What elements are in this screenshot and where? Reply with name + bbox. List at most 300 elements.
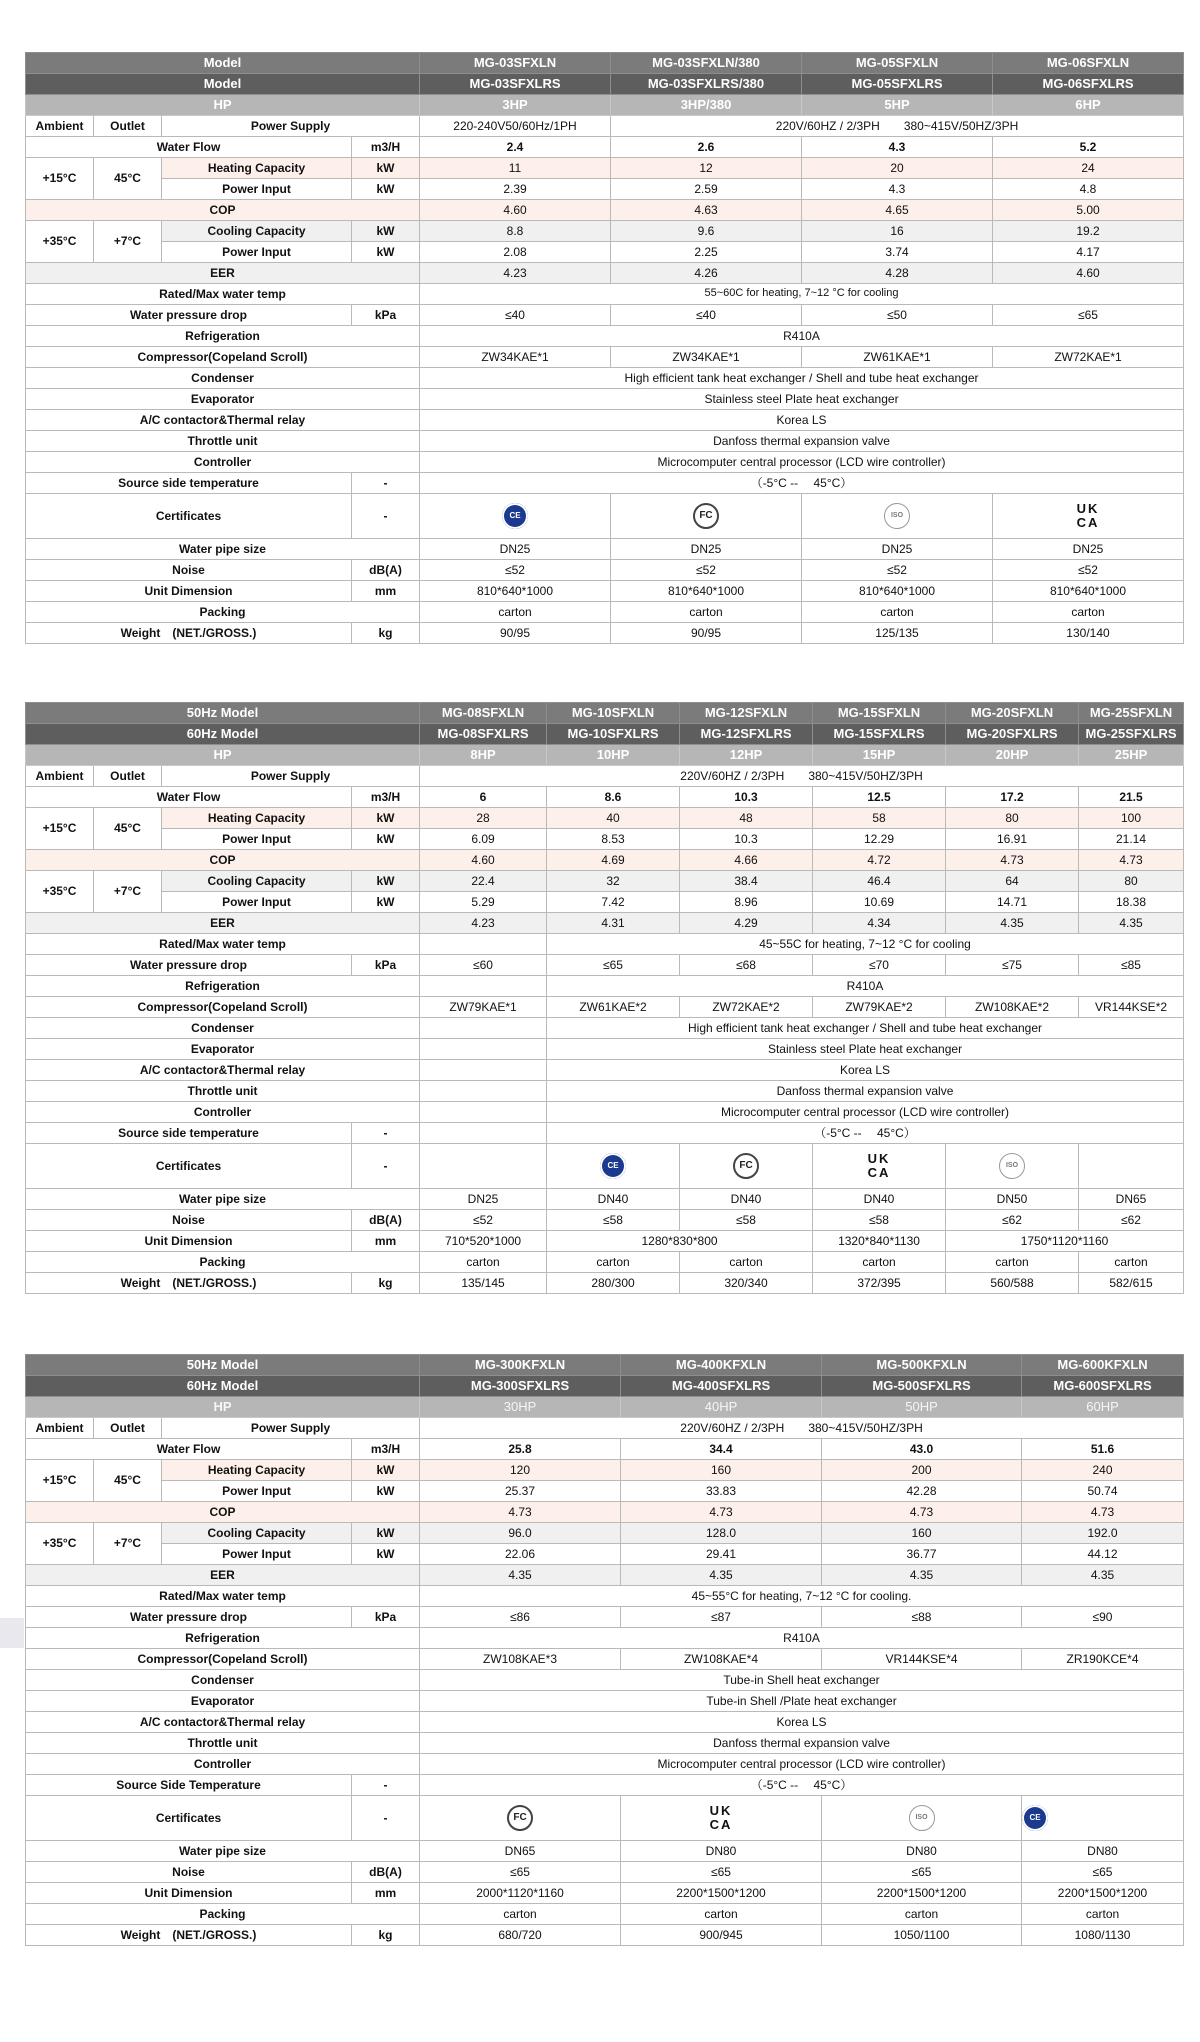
value-cell: 4.31 bbox=[547, 913, 680, 934]
model-row-b bbox=[26, 74, 1184, 95]
unit-cell: kW bbox=[352, 892, 420, 913]
rated-temp-label: Rated/Max water temp bbox=[26, 1586, 420, 1607]
value-cell: 12.5 bbox=[813, 787, 946, 808]
value-cell: 50.74 bbox=[1022, 1481, 1184, 1502]
noise-row bbox=[26, 1862, 1184, 1883]
model-cell: MG-300SFXLRS bbox=[420, 1376, 621, 1397]
rated-temp-value: 55~60C for heating, 7~12 °C for cooling bbox=[420, 284, 1184, 305]
model-cell: MG-400SFXLRS bbox=[621, 1376, 822, 1397]
value-cell: 320/340 bbox=[680, 1273, 813, 1294]
value-cell: ≤62 bbox=[946, 1210, 1079, 1231]
model-row-50hz bbox=[26, 703, 1184, 724]
water-pipe-label: Water pipe size bbox=[26, 539, 420, 560]
spec-table-1 bbox=[25, 52, 1184, 644]
value-cell: 4.8 bbox=[993, 179, 1184, 200]
unit-cell: m3/H bbox=[352, 1439, 420, 1460]
empty-cell bbox=[420, 934, 547, 955]
ukca-mark-icon bbox=[864, 1151, 894, 1182]
model-cell: MG-05SFXLRS bbox=[802, 74, 993, 95]
eer-row bbox=[26, 1565, 1184, 1586]
hp-cell: 5HP bbox=[802, 95, 993, 116]
dimension-row bbox=[26, 1883, 1184, 1904]
condenser-value: High efficient tank heat exchanger / Shell and tube heat exchanger bbox=[420, 368, 1184, 389]
source-temp-value: （-5°C -- 45°C） bbox=[420, 1775, 1184, 1796]
value-cell: DN40 bbox=[680, 1189, 813, 1210]
hp-cell: 12HP bbox=[680, 745, 813, 766]
value-cell: ZW79KAE*2 bbox=[813, 997, 946, 1018]
cooling-input-row bbox=[26, 242, 1184, 263]
pressure-drop-label: Water pressure drop bbox=[26, 305, 352, 326]
cop-label: COP bbox=[26, 200, 420, 221]
iso-mark-icon: ISO bbox=[884, 503, 910, 529]
throttle-row bbox=[26, 1733, 1184, 1754]
value-cell: 21.14 bbox=[1079, 829, 1184, 850]
source-temp-value: （-5°C -- 45°C） bbox=[547, 1123, 1184, 1144]
value-cell: 2.59 bbox=[611, 179, 802, 200]
value-cell: ≤58 bbox=[680, 1210, 813, 1231]
eer-label: EER bbox=[26, 1565, 420, 1586]
weight-row bbox=[26, 1273, 1184, 1294]
value-cell: 42.28 bbox=[822, 1481, 1022, 1502]
power-supply-row bbox=[26, 766, 1184, 787]
fcc-mark-icon: FC bbox=[507, 1805, 533, 1831]
water-pipe-row bbox=[26, 1189, 1184, 1210]
value-cell: 16 bbox=[802, 221, 993, 242]
ambient-heating: +15°C bbox=[26, 808, 94, 850]
unit-cell: kW bbox=[352, 158, 420, 179]
ukca-bottom: CA bbox=[867, 1164, 891, 1180]
value-cell: 96.0 bbox=[420, 1523, 621, 1544]
refrigeration-row bbox=[26, 1628, 1184, 1649]
value-cell: 4.63 bbox=[611, 200, 802, 221]
condenser-row bbox=[26, 368, 1184, 389]
value-cell: ≤65 bbox=[547, 955, 680, 976]
value-cell: 372/395 bbox=[813, 1273, 946, 1294]
refrigeration-value: R410A bbox=[547, 976, 1184, 997]
source-temp-label: Source side temperature bbox=[26, 1123, 352, 1144]
outlet-label: Outlet bbox=[94, 766, 162, 787]
outlet-heating: 45°C bbox=[94, 158, 162, 200]
value-cell: 8.8 bbox=[420, 221, 611, 242]
unit-cell: dB(A) bbox=[352, 1862, 420, 1883]
value-cell: 40 bbox=[547, 808, 680, 829]
cooling-capacity-row bbox=[26, 871, 1184, 892]
compressor-row bbox=[26, 997, 1184, 1018]
model-cell: MG-25SFXLRS bbox=[1079, 724, 1184, 745]
value-cell: 9.6 bbox=[611, 221, 802, 242]
value-cell: DN80 bbox=[1022, 1841, 1184, 1862]
model-cell: MG-10SFXLN bbox=[547, 703, 680, 724]
model-cell: MG-15SFXLN bbox=[813, 703, 946, 724]
empty-cell bbox=[420, 1144, 547, 1189]
unit-cell: dB(A) bbox=[352, 1210, 420, 1231]
cert-cell bbox=[621, 1796, 822, 1841]
controller-row bbox=[26, 452, 1184, 473]
value-cell: 4.35 bbox=[946, 913, 1079, 934]
certificates-label: Certificates bbox=[26, 494, 352, 539]
hp-row bbox=[26, 745, 1184, 766]
spec-table-2 bbox=[25, 702, 1184, 1294]
value-cell: ZR190KCE*4 bbox=[1022, 1649, 1184, 1670]
value-cell: 680/720 bbox=[420, 1925, 621, 1946]
value-cell: ZW34KAE*1 bbox=[611, 347, 802, 368]
value-cell: 38.4 bbox=[680, 871, 813, 892]
unit-cell: - bbox=[352, 1123, 420, 1144]
value-cell: 4.34 bbox=[813, 913, 946, 934]
value-cell: VR144KSE*2 bbox=[1079, 997, 1184, 1018]
water-flow-row bbox=[26, 137, 1184, 158]
rated-temp-label: Rated/Max water temp bbox=[26, 284, 420, 305]
cooling-capacity-label: Cooling Capacity bbox=[162, 871, 352, 892]
ukca-bottom: CA bbox=[1076, 514, 1100, 530]
unit-cell: kg bbox=[352, 1273, 420, 1294]
value-cell: 5.00 bbox=[993, 200, 1184, 221]
ac-contactor-row bbox=[26, 1712, 1184, 1733]
throttle-label: Throttle unit bbox=[26, 1733, 420, 1754]
value-cell: 4.35 bbox=[420, 1565, 621, 1586]
value-cell: 2200*1500*1200 bbox=[621, 1883, 822, 1904]
fcc-mark-icon: FC bbox=[693, 503, 719, 529]
compressor-row bbox=[26, 347, 1184, 368]
water-pipe-row bbox=[26, 539, 1184, 560]
model-cell: MG-06SFXLRS bbox=[993, 74, 1184, 95]
unit-cell: - bbox=[352, 1775, 420, 1796]
value-cell: ≤75 bbox=[946, 955, 1079, 976]
eer-label: EER bbox=[26, 913, 420, 934]
value-cell: 135/145 bbox=[420, 1273, 547, 1294]
value-cell: ≤58 bbox=[547, 1210, 680, 1231]
controller-label: Controller bbox=[26, 1102, 420, 1123]
value-cell: 43.0 bbox=[822, 1439, 1022, 1460]
value-cell: 125/135 bbox=[802, 623, 993, 644]
value-cell: 8.6 bbox=[547, 787, 680, 808]
model-cell: MG-400KFXLN bbox=[621, 1355, 822, 1376]
model-cell: MG-08SFXLN bbox=[420, 703, 547, 724]
model-cell: MG-08SFXLRS bbox=[420, 724, 547, 745]
hp-cell: 60HP bbox=[1022, 1397, 1184, 1418]
water-pipe-label: Water pipe size bbox=[26, 1841, 420, 1862]
certificates-label: Certificates bbox=[26, 1796, 352, 1841]
value-cell: DN65 bbox=[1079, 1189, 1184, 1210]
value-cell: DN50 bbox=[946, 1189, 1079, 1210]
model-row-50hz bbox=[26, 1355, 1184, 1376]
value-cell: 17.2 bbox=[946, 787, 1079, 808]
cop-row bbox=[26, 850, 1184, 871]
rated-temp-label: Rated/Max water temp bbox=[26, 934, 420, 955]
heating-input-row bbox=[26, 1481, 1184, 1502]
value-cell: 24 bbox=[993, 158, 1184, 179]
value-cell: 4.23 bbox=[420, 913, 547, 934]
value-cell: ≤50 bbox=[802, 305, 993, 326]
dimension-label: Unit Dimension bbox=[26, 1883, 352, 1904]
ce-mark-icon: CE bbox=[1022, 1805, 1048, 1831]
water-flow-label: Water Flow bbox=[26, 1439, 352, 1460]
value-cell: 2.6 bbox=[611, 137, 802, 158]
power-input-label: Power Input bbox=[162, 892, 352, 913]
controller-label: Controller bbox=[26, 1754, 420, 1775]
hp-cell: 15HP bbox=[813, 745, 946, 766]
rated-temp-row bbox=[26, 1586, 1184, 1607]
value-cell: ≤87 bbox=[621, 1607, 822, 1628]
certificates-label: Certificates bbox=[26, 1144, 352, 1189]
model-cell: MG-500KFXLN bbox=[822, 1355, 1022, 1376]
packing-row bbox=[26, 1252, 1184, 1273]
value-cell: 28 bbox=[420, 808, 547, 829]
ce-mark-icon: CE bbox=[502, 503, 528, 529]
model-cell: MG-06SFXLN bbox=[993, 53, 1184, 74]
value-cell: 12.29 bbox=[813, 829, 946, 850]
value-cell: 4.60 bbox=[993, 263, 1184, 284]
value-cell: ≤60 bbox=[420, 955, 547, 976]
packing-label: Packing bbox=[26, 1252, 420, 1273]
compressor-row bbox=[26, 1649, 1184, 1670]
refrigeration-label: Refrigeration bbox=[26, 1628, 420, 1649]
value-cell: 90/95 bbox=[611, 623, 802, 644]
evaporator-label: Evaporator bbox=[26, 1691, 420, 1712]
ac-contactor-value: Korea LS bbox=[420, 410, 1184, 431]
power-supply-value: 220V/60HZ / 2/3PH 380~415V/50HZ/3PH bbox=[420, 1418, 1184, 1439]
value-cell: DN25 bbox=[611, 539, 802, 560]
value-cell: ZW61KAE*1 bbox=[802, 347, 993, 368]
value-cell: 33.83 bbox=[621, 1481, 822, 1502]
value-cell: 130/140 bbox=[993, 623, 1184, 644]
value-cell: 8.53 bbox=[547, 829, 680, 850]
model-cell: MG-12SFXLN bbox=[680, 703, 813, 724]
unit-cell: m3/H bbox=[352, 137, 420, 158]
certificates-row bbox=[26, 1144, 1184, 1189]
ukca-top: UK bbox=[867, 1150, 891, 1166]
cooling-input-row bbox=[26, 1544, 1184, 1565]
value-cell: 160 bbox=[621, 1460, 822, 1481]
empty-cell bbox=[420, 1081, 547, 1102]
value-cell: ≤86 bbox=[420, 1607, 621, 1628]
water-flow-row bbox=[26, 787, 1184, 808]
hp-cell: 3HP bbox=[420, 95, 611, 116]
dimension-row bbox=[26, 581, 1184, 602]
outlet-heating: 45°C bbox=[94, 1460, 162, 1502]
empty-cell bbox=[420, 1018, 547, 1039]
refrigeration-row bbox=[26, 326, 1184, 347]
value-cell: DN40 bbox=[547, 1189, 680, 1210]
weight-row bbox=[26, 1925, 1184, 1946]
value-cell: 18.38 bbox=[1079, 892, 1184, 913]
weight-row bbox=[26, 623, 1184, 644]
cert-cell bbox=[813, 1144, 946, 1189]
value-cell: ZW34KAE*1 bbox=[420, 347, 611, 368]
model-label: 60Hz Model bbox=[26, 724, 420, 745]
ukca-top: UK bbox=[709, 1802, 733, 1818]
value-cell: 4.73 bbox=[1022, 1502, 1184, 1523]
pressure-drop-row bbox=[26, 955, 1184, 976]
empty-cell bbox=[1079, 1144, 1184, 1189]
value-cell: 4.73 bbox=[621, 1502, 822, 1523]
value-cell: 25.37 bbox=[420, 1481, 621, 1502]
value-cell: 8.96 bbox=[680, 892, 813, 913]
ambient-cooling: +35°C bbox=[26, 221, 94, 263]
water-flow-label: Water Flow bbox=[26, 137, 352, 158]
value-cell: carton bbox=[1079, 1252, 1184, 1273]
cert-cell bbox=[822, 1796, 1022, 1841]
hp-row bbox=[26, 95, 1184, 116]
source-temp-value: （-5°C -- 45°C） bbox=[420, 473, 1184, 494]
cooling-capacity-row bbox=[26, 1523, 1184, 1544]
compressor-label: Compressor(Copeland Scroll) bbox=[26, 347, 420, 368]
certificates-row bbox=[26, 494, 1184, 539]
cert-cell bbox=[680, 1144, 813, 1189]
throttle-label: Throttle unit bbox=[26, 431, 420, 452]
hp-cell: 50HP bbox=[822, 1397, 1022, 1418]
evaporator-label: Evaporator bbox=[26, 1039, 420, 1060]
ac-contactor-row bbox=[26, 1060, 1184, 1081]
value-cell: 582/615 bbox=[1079, 1273, 1184, 1294]
value-cell: 560/588 bbox=[946, 1273, 1079, 1294]
value-cell: 4.35 bbox=[822, 1565, 1022, 1586]
condenser-label: Condenser bbox=[26, 1018, 420, 1039]
model-cell: MG-500SFXLRS bbox=[822, 1376, 1022, 1397]
model-cell: MG-03SFXLN bbox=[420, 53, 611, 74]
power-input-label: Power Input bbox=[162, 179, 352, 200]
throttle-value: Danfoss thermal expansion valve bbox=[420, 1733, 1184, 1754]
value-cell: VR144KSE*4 bbox=[822, 1649, 1022, 1670]
value-cell: DN25 bbox=[420, 539, 611, 560]
source-temp-row bbox=[26, 473, 1184, 494]
controller-row bbox=[26, 1754, 1184, 1775]
value-cell: 1050/1100 bbox=[822, 1925, 1022, 1946]
value-cell: 4.60 bbox=[420, 850, 547, 871]
model-row-60hz bbox=[26, 1376, 1184, 1397]
water-pipe-label: Water pipe size bbox=[26, 1189, 420, 1210]
unit-cell: kg bbox=[352, 1925, 420, 1946]
value-cell: 16.91 bbox=[946, 829, 1079, 850]
power-supply-value: 220-240V50/60Hz/1PH bbox=[420, 116, 611, 137]
pressure-drop-label: Water pressure drop bbox=[26, 1607, 352, 1628]
value-cell: 810*640*1000 bbox=[420, 581, 611, 602]
ac-contactor-value: Korea LS bbox=[547, 1060, 1184, 1081]
cert-cell bbox=[611, 494, 802, 539]
rated-temp-row bbox=[26, 284, 1184, 305]
value-cell: 25.8 bbox=[420, 1439, 621, 1460]
value-cell: 4.28 bbox=[802, 263, 993, 284]
value-cell: 2.08 bbox=[420, 242, 611, 263]
model-label: 50Hz Model bbox=[26, 1355, 420, 1376]
ukca-bottom: CA bbox=[709, 1816, 733, 1832]
hp-cell: 10HP bbox=[547, 745, 680, 766]
value-cell: 4.65 bbox=[802, 200, 993, 221]
hp-cell: 8HP bbox=[420, 745, 547, 766]
empty-cell bbox=[420, 976, 547, 997]
value-cell: 5.29 bbox=[420, 892, 547, 913]
certificates-row bbox=[26, 1796, 1184, 1841]
value-cell: ≤70 bbox=[813, 955, 946, 976]
ukca-mark-icon bbox=[706, 1803, 736, 1834]
source-temp-row bbox=[26, 1123, 1184, 1144]
unit-cell: mm bbox=[352, 1883, 420, 1904]
cert-cell bbox=[1022, 1796, 1184, 1841]
value-cell: ≤68 bbox=[680, 955, 813, 976]
value-cell: 12 bbox=[611, 158, 802, 179]
noise-row bbox=[26, 1210, 1184, 1231]
value-cell: carton bbox=[420, 1252, 547, 1273]
hp-label: HP bbox=[26, 745, 420, 766]
value-cell: ≤85 bbox=[1079, 955, 1184, 976]
dimension-label: Unit Dimension bbox=[26, 1231, 352, 1252]
power-supply-row bbox=[26, 1418, 1184, 1439]
value-cell: ≤40 bbox=[420, 305, 611, 326]
packing-label: Packing bbox=[26, 1904, 420, 1925]
model-label: Model bbox=[26, 53, 420, 74]
power-input-label: Power Input bbox=[162, 829, 352, 850]
value-cell: ≤52 bbox=[802, 560, 993, 581]
packing-row bbox=[26, 1904, 1184, 1925]
value-cell: DN25 bbox=[420, 1189, 547, 1210]
value-cell: ≤65 bbox=[420, 1862, 621, 1883]
ukca-top: UK bbox=[1076, 500, 1100, 516]
value-cell: 4.69 bbox=[547, 850, 680, 871]
model-cell: MG-03SFXLRS bbox=[420, 74, 611, 95]
model-cell: MG-03SFXLN/380 bbox=[611, 53, 802, 74]
value-cell: carton bbox=[420, 602, 611, 623]
value-cell: carton bbox=[420, 1904, 621, 1925]
throttle-row bbox=[26, 431, 1184, 452]
packing-row bbox=[26, 602, 1184, 623]
model-cell: MG-600SFXLRS bbox=[1022, 1376, 1184, 1397]
value-cell: carton bbox=[946, 1252, 1079, 1273]
value-cell: 6.09 bbox=[420, 829, 547, 850]
value-cell: carton bbox=[547, 1252, 680, 1273]
value-cell: 58 bbox=[813, 808, 946, 829]
evaporator-label: Evaporator bbox=[26, 389, 420, 410]
refrigeration-value: R410A bbox=[420, 1628, 1184, 1649]
value-cell: ZW79KAE*1 bbox=[420, 997, 547, 1018]
power-supply-label: Power Supply bbox=[162, 766, 420, 787]
heating-capacity-row bbox=[26, 808, 1184, 829]
eer-row bbox=[26, 263, 1184, 284]
value-cell: 3.74 bbox=[802, 242, 993, 263]
power-input-label: Power Input bbox=[162, 1481, 352, 1502]
evaporator-row bbox=[26, 1691, 1184, 1712]
iso-mark-icon: ISO bbox=[999, 1153, 1025, 1179]
power-supply-row bbox=[26, 116, 1184, 137]
ce-mark-icon: CE bbox=[600, 1153, 626, 1179]
ambient-cooling: +35°C bbox=[26, 871, 94, 913]
eer-row bbox=[26, 913, 1184, 934]
power-input-label: Power Input bbox=[162, 242, 352, 263]
value-cell: 64 bbox=[946, 871, 1079, 892]
value-cell: ≤62 bbox=[1079, 1210, 1184, 1231]
value-cell: carton bbox=[993, 602, 1184, 623]
condenser-row bbox=[26, 1018, 1184, 1039]
power-supply-value: 220V/60HZ / 2/3PH 380~415V/50HZ/3PH bbox=[420, 766, 1184, 787]
value-cell: 2.39 bbox=[420, 179, 611, 200]
unit-cell: - bbox=[352, 1796, 420, 1841]
value-cell: DN80 bbox=[822, 1841, 1022, 1862]
value-cell: 14.71 bbox=[946, 892, 1079, 913]
water-flow-row bbox=[26, 1439, 1184, 1460]
value-cell: ZW72KAE*1 bbox=[993, 347, 1184, 368]
value-cell: 22.4 bbox=[420, 871, 547, 892]
hp-cell: 40HP bbox=[621, 1397, 822, 1418]
value-cell: 21.5 bbox=[1079, 787, 1184, 808]
value-cell: 4.35 bbox=[1079, 913, 1184, 934]
unit-cell: kPa bbox=[352, 1607, 420, 1628]
value-cell: ZW108KAE*2 bbox=[946, 997, 1079, 1018]
throttle-value: Danfoss thermal expansion valve bbox=[547, 1081, 1184, 1102]
value-cell: ≤40 bbox=[611, 305, 802, 326]
pressure-drop-row bbox=[26, 1607, 1184, 1628]
value-cell: 710*520*1000 bbox=[420, 1231, 547, 1252]
fcc-mark-icon: FC bbox=[733, 1153, 759, 1179]
value-cell: ZW72KAE*2 bbox=[680, 997, 813, 1018]
